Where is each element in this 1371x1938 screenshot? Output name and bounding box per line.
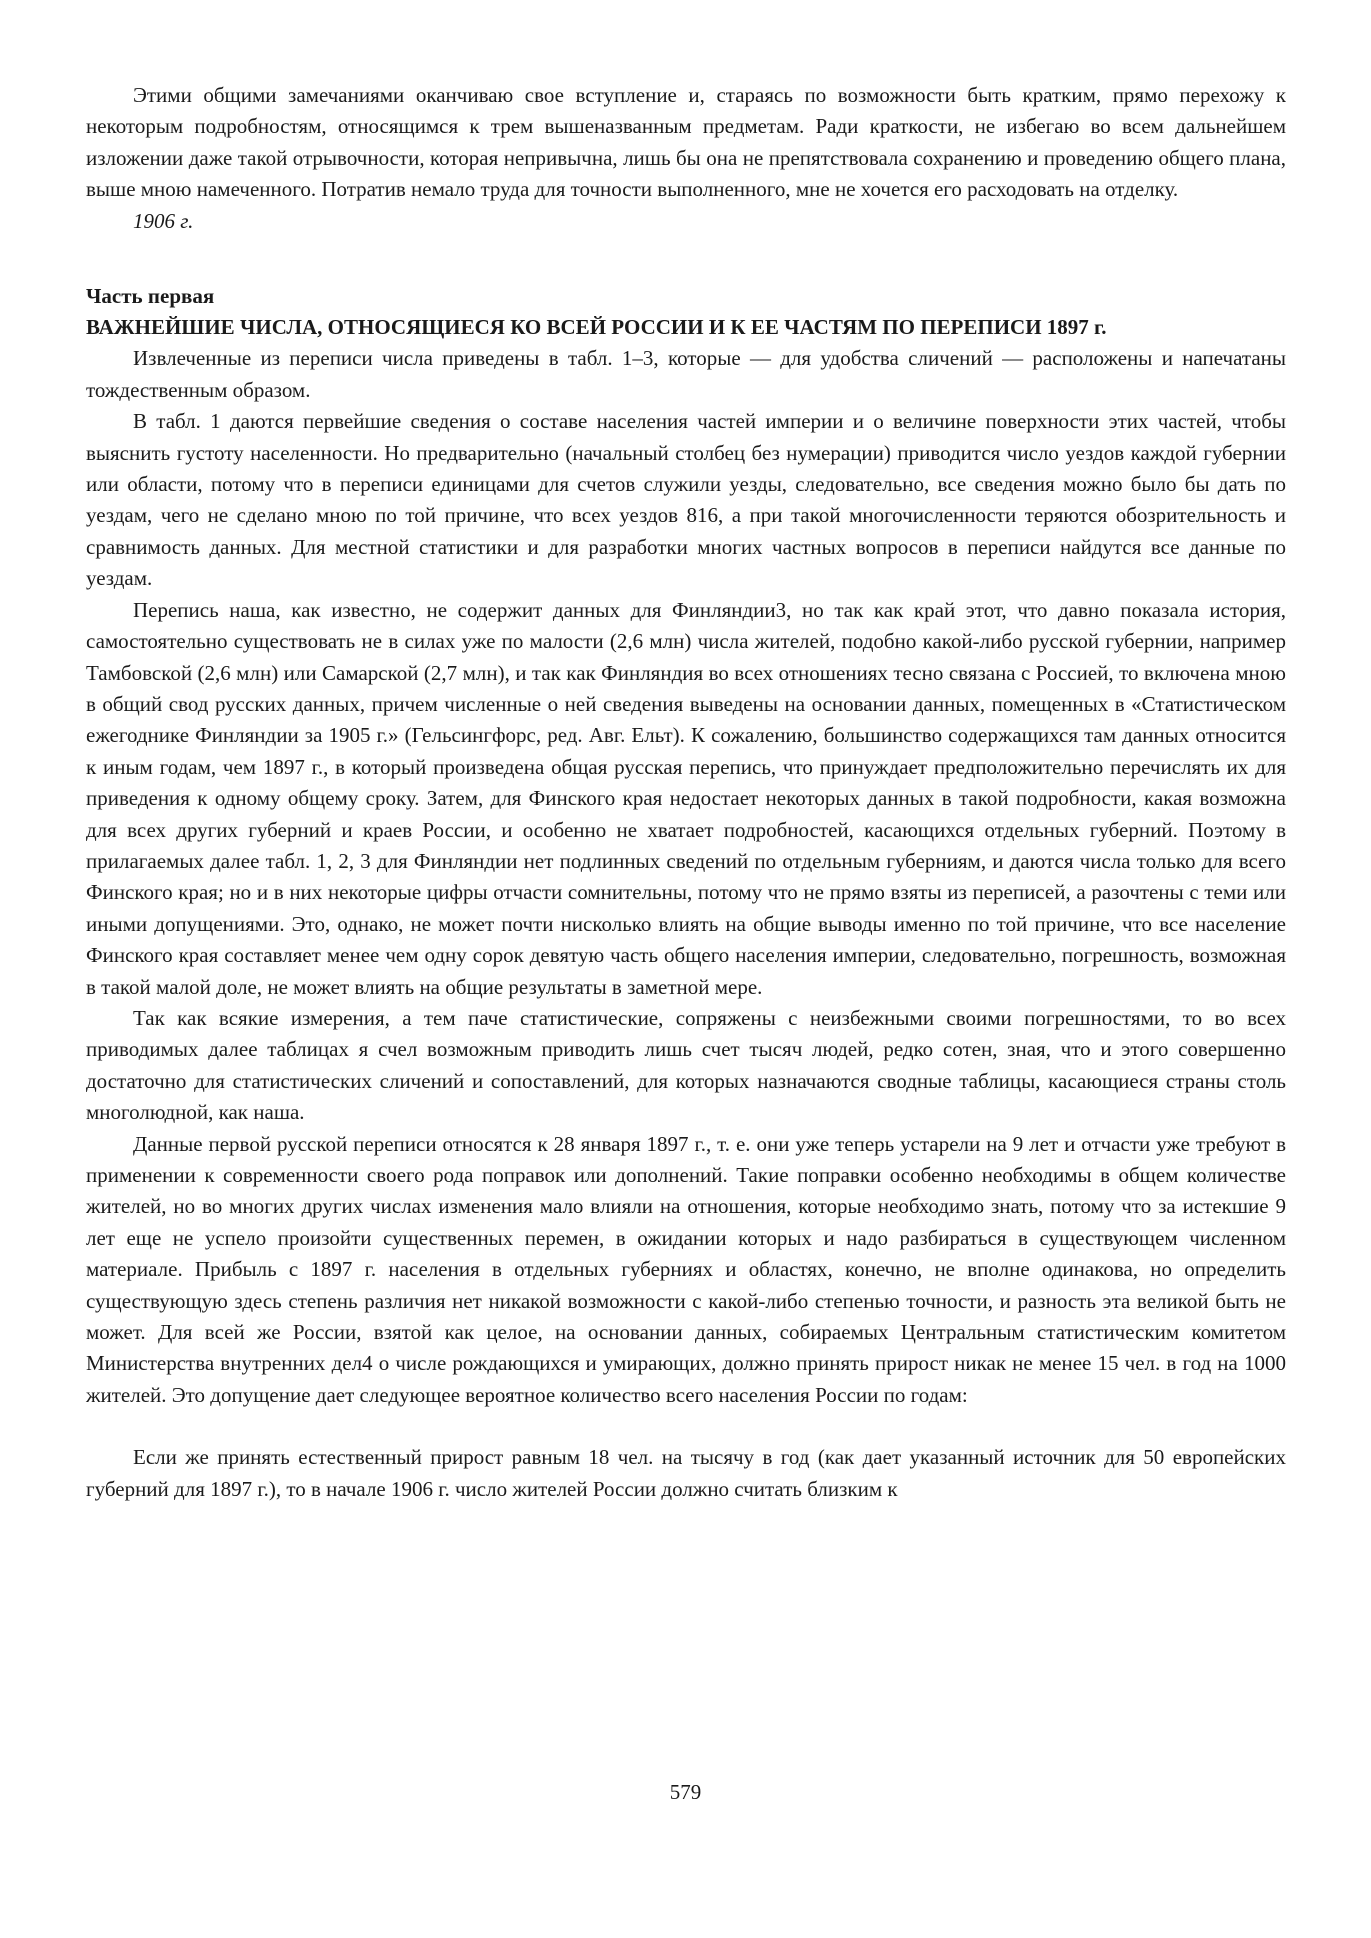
paragraph: Так как всякие измерения, а тем паче статистические, сопряжены с неизбежными своими погрешностями, то во всех приводимых далее таблицах я счел возможным приводить лишь счет тысяч людей, редко сотен, зная, что и этого совершенно достаточно для статистических сличений и сопоставлений, для которых назначаются сводные таблицы, касающиеся страны столь многолюдной, как наша. xyxy=(86,1005,1286,1125)
paragraph: Данные первой русской переписи относятся к 28 января 1897 г., т. е. они уже теперь устарели на 9 лет и отчасти уже требуют в применении к современности своего рода поправок или дополнений. Такие поправки особенно необходимы в общем количестве жителей, но во многих других числах изменения мало влияли на отношения, которые необходимо знать, потому что за истекшие 9 лет еще не успело произойти существенных перемен, в ожидании которых и надо разбираться в существующем численном материале. Прибыль с 1897 г. населения в отдельных губерниях и областях, конечно, не вполне одинакова, но определить существующую здесь степень различия нет никакой возможности с какой-либо степенью точности, и разность эта великой быть не может. Для всей же России, взятой как целое, на основании данных, собираемых Центральным статистическим комитетом Министерства внутренних дел4 о числе рождающихся и умирающих, должно принять прирост никак не менее 15 чел. в год на 1000 жителей. Это допущение дает следующее вероятное количество всего населения России по годам: xyxy=(86,1131,1286,1407)
page-number: 579 xyxy=(669,1780,702,1804)
intro-date: 1906 г. xyxy=(133,208,194,233)
page-body xyxy=(86,80,1286,1505)
final-paragraph: Если же принять естественный прирост равным 18 чел. на тысячу в год (как дает указанный источник для 50 европейских губерний для 1897 г.), то в начале 1906 г. число жителей России должно считать близким к xyxy=(86,1445,1286,1501)
intro-paragraph: Этими общими замечаниями оканчиваю свое вступление и, стараясь по возможности быть кратким, прямо перехожу к некоторым подробностям, относящимся к трем вышеназванным предметам. Ради краткости, не избегаю во всем дальнейшем изложении даже такой отрывочности, которая непривычна, лишь бы она не препятствовала сохранению и проведению общего плана, выше мною намеченного. Потратив немало труда для точности выполненного, мне не хочется его расходовать на отделку. xyxy=(86,83,1286,202)
paragraph: В табл. 1 даются первейшие сведения о составе населения частей империи и о величине поверхности этих частей, чтобы выяснить густоту населенности. Но предварительно (начальный столбец без нумерации) приводится число уездов каждой губернии или области, потому что в переписи единицами для счетов служили уезды, следовательно, все сведения можно было бы дать по уездам, чего не сделано мною по той причине, что всех уездов 816, а при такой многочисленности теряются обозрительность и сравнимость данных. Для местной статистики и для разработки многих частных вопросов в переписи найдутся все данные по уездам. xyxy=(86,409,1286,591)
table-gap xyxy=(86,1411,1286,1442)
part-title: ВАЖНЕЙШИЕ ЧИСЛА, ОТНОСЯЩИЕСЯ КО ВСЕЙ РОССИИ И К ЕЕ ЧАСТЯМ ПО ПЕРЕПИСИ 1897 г. xyxy=(86,315,1107,340)
paragraph: Извлеченные из переписи числа приведены в табл. 1–3, которые — для удобства сличений — расположены и напечатаны тождественным образом. xyxy=(86,346,1286,402)
paragraph: Перепись наша, как известно, не содержит данных для Финляндии3, но так как край этот, что давно показала история, самостоятельно существовать не в силах уже по малости (2,6 млн) числа жителей, подобно какой-либо русской губернии, например Тамбовской (2,6 млн) или Самарской (2,7 млн), и так как Финляндия во всех отношениях тесно связана с Россией, то включена мною в общий свод русских данных, причем численные о ней сведения выведены на основании данных, помещенных в «Статистическом ежегоднике Финляндии за 1905 г.» (Гельсингфорс, ред. Авг. Ельт). К сожалению, большинство содержащихся там данных относится к иным годам, чем 1897 г., в который произведена общая русская перепись, что принуждает предположительно перечислять их для приведения к одному общему сроку. Затем, для Финского края недостает некоторых данных в такой подробности, какая возможна для всех других губерний и краев России, и особенно не хватает подробностей, касающихся отдельных губерний. Поэтому в прилагаемых далее табл. 1, 2, 3 для Финляндии нет подлинных сведений по отдельным губерниям, и даются числа только для всего Финского края; но и в них некоторые цифры отчасти сомнительны, потому что не прямо взяты из переписей, а разочтены с теми или иными допущениями. Это, однако, не может почти нисколько влиять на общие выводы именно по той причине, что все население Финского края составляет менее чем одну сорок девятую часть общего населения империи, следовательно, погрешность, возможная в такой малой доле, не может влиять на общие результаты в заметной мере. xyxy=(86,597,1286,999)
part-label: Часть первая xyxy=(86,284,215,309)
